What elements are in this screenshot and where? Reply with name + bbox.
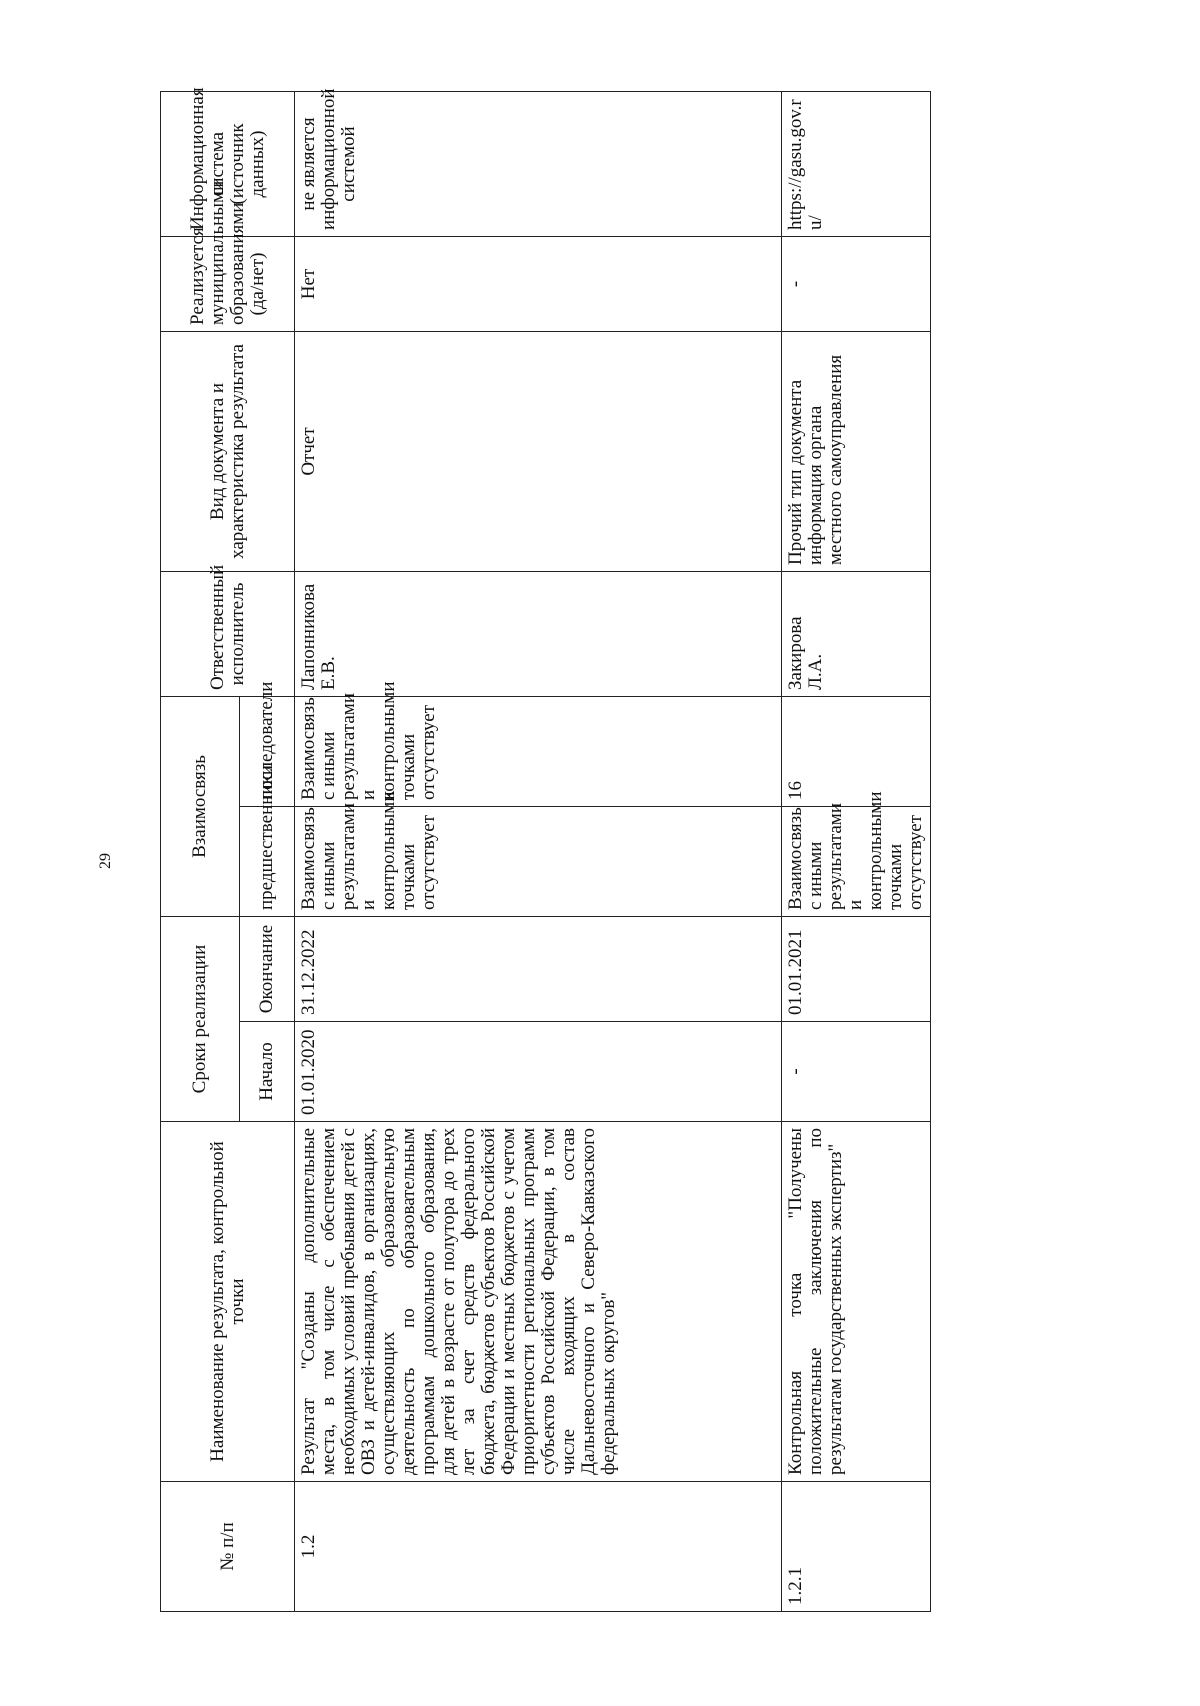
rotated-table-sheet	[160, 87, 1090, 1612]
header-info-system: Информационная система (источник данных)	[161, 92, 295, 237]
row-end: 01.01.2021	[782, 917, 931, 1022]
header-row-1	[161, 92, 240, 1612]
header-period: Сроки реализации	[161, 917, 240, 1122]
row-municipal: Нет	[295, 237, 782, 332]
header-num: № п/п	[161, 1482, 295, 1612]
row-name: Результат "Созданы дополнительные места, в том числе с обеспечением необходимых условий пребывания детей с ОВЗ и детей-инвалидов, в организациях, осуществляющих образовательную деятельность по образовательным программам дошкольного образования, для детей в возрасте от полутора до трех лет за счет средств федерального бюджета, бюджетов субъектов Российской Федерации и местных бюджетов с учетом приоритетности региональных программ субъектов Российской Федерации, в том числе входящих в состав Дальневосточного и Северо-Кавказского федеральных округов"	[295, 1122, 782, 1482]
header-successors: последователи	[240, 697, 295, 807]
row-document: Отчет	[295, 332, 782, 572]
table-row	[782, 92, 931, 1612]
row-name: Контрольная точка "Получены положительные заключения по результатам государственных экспертиз"	[782, 1122, 931, 1482]
row-successors: 16	[782, 697, 931, 807]
header-predecessors: предшественники	[240, 807, 295, 917]
row-predecessors: Взаимосвязь с иными результатами и контрольными точками отсутствует	[782, 807, 931, 917]
table-row	[295, 92, 782, 1612]
row-predecessors: Взаимосвязь с иными результатами и контрольными точками отсутствует	[295, 807, 782, 917]
page-number: 29	[97, 853, 114, 869]
row-info-system: https://gasu.gov.ru/	[782, 92, 931, 237]
header-municipal: Реализуется муниципальными образованиями (да/нет)	[161, 237, 295, 332]
row-start: 01.01.2020	[295, 1022, 782, 1122]
row-num: 1.2	[295, 1482, 782, 1612]
row-info-system: не является информационной системой	[295, 92, 782, 237]
header-document: Вид документа и характеристика результата	[161, 332, 295, 572]
results-table	[160, 87, 931, 1612]
row-end: 31.12.2022	[295, 917, 782, 1022]
row-responsible: Закирова Л.А.	[782, 572, 931, 697]
header-responsible: Ответственный исполнитель	[161, 572, 295, 697]
header-start: Начало	[240, 1022, 295, 1122]
row-document: Прочий тип документа информация органа местного самоуправления	[782, 332, 931, 572]
row-successors: Взаимосвязь с иными результатами и контрольными точками отсутствует	[295, 697, 782, 807]
header-end: Окончание	[240, 917, 295, 1022]
header-name: Наименование результата, контрольной точки	[161, 1122, 295, 1482]
row-num: 1.2.1	[782, 1482, 931, 1612]
row-responsible: Лапонникова Е.В.	[295, 572, 782, 697]
row-municipal: -	[782, 237, 931, 332]
header-link: Взаимосвязь	[161, 697, 240, 917]
row-start: -	[782, 1022, 931, 1122]
